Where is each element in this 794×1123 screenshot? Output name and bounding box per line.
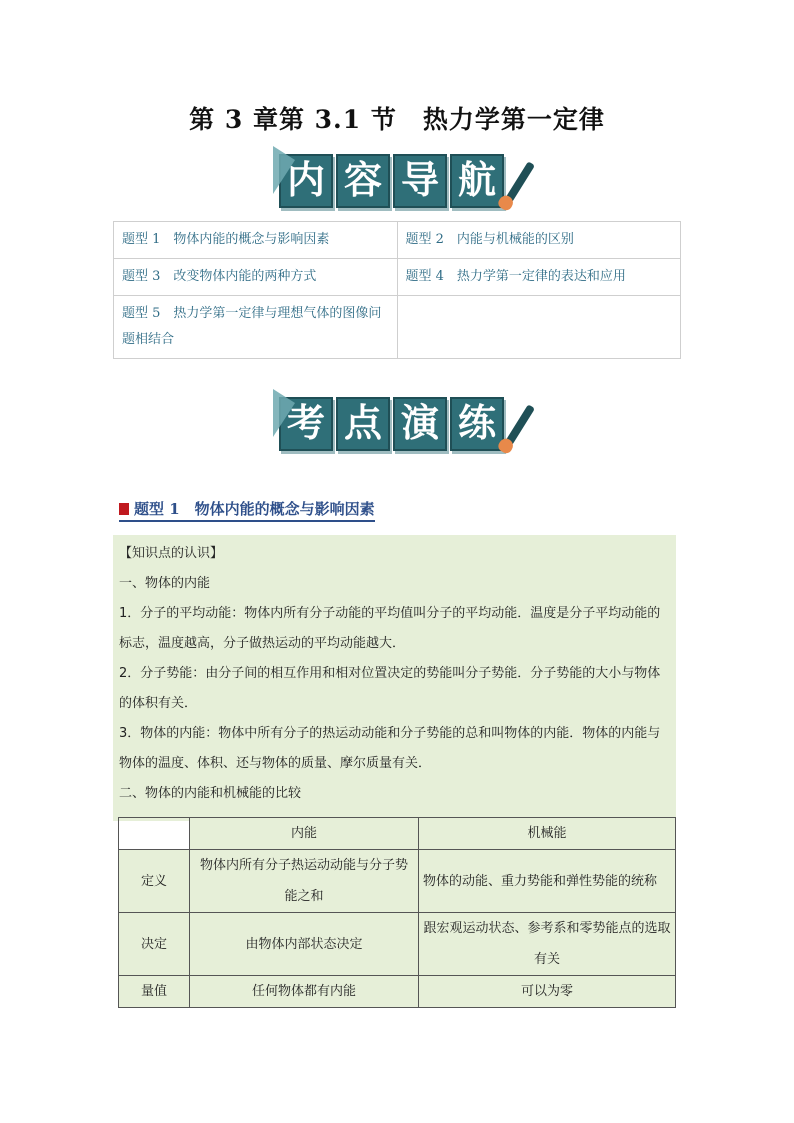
nav-item[interactable]: 题型 1 物体内能的概念与影响因素 bbox=[114, 222, 398, 259]
table-cell: 可以为零 bbox=[419, 976, 676, 1008]
flag-icon bbox=[273, 389, 295, 437]
table-header-cell: 机械能 bbox=[419, 818, 676, 850]
knowledge-line: 3．物体的内能：物体中所有分子的热运动动能和分子势能的总和叫物体的内能．物体的内能与物体的温度、体积、还与物体的质量、摩尔质量有关． bbox=[119, 726, 661, 771]
table-header-cell bbox=[119, 818, 190, 850]
practice-banner bbox=[279, 397, 504, 451]
table-cell: 任何物体都有内能 bbox=[190, 976, 419, 1008]
table-cell: 物体的动能、重力势能和弹性势能的统称 bbox=[419, 850, 676, 913]
nav-item[interactable]: 题型 2 内能与机械能的区别 bbox=[397, 222, 681, 259]
knowledge-line: 1．分子的平均动能：物体内所有分子动能的平均值叫分子的平均动能．温度是分子平均动能的标志，温度越高，分子做热运动的平均动能越大． bbox=[119, 606, 661, 651]
table-row-label: 决定 bbox=[119, 913, 190, 976]
banner-char: 内 bbox=[279, 154, 333, 208]
table-cell: 由物体内部状态决定 bbox=[190, 913, 419, 976]
banner-char: 练 bbox=[450, 397, 504, 451]
knowledge-heading: 【知识点的认识】 bbox=[119, 546, 224, 561]
red-square-icon bbox=[119, 503, 129, 515]
banner-char: 点 bbox=[336, 397, 390, 451]
banner-char: 考 bbox=[279, 397, 333, 451]
knowledge-line: 二、物体的内能和机械能的比较 bbox=[119, 786, 302, 801]
brush-icon bbox=[505, 404, 535, 446]
banner-char: 航 bbox=[450, 154, 504, 208]
nav-item[interactable]: 题型 3 改变物体内能的两种方式 bbox=[114, 259, 398, 296]
knowledge-line: 2．分子势能：由分子间的相互作用和相对位置决定的势能叫分子势能．分子势能的大小与物体的体积有关． bbox=[119, 666, 661, 711]
banner-char: 容 bbox=[336, 154, 390, 208]
table-cell: 物体内所有分子热运动动能与分子势能之和 bbox=[190, 850, 419, 913]
flag-icon bbox=[273, 146, 295, 194]
nav-banner bbox=[279, 154, 504, 208]
nav-item[interactable]: 题型 5 热力学第一定律与理想气体的图像问题相结合 bbox=[114, 296, 398, 359]
page-title: 第 3 章第 3.1 节 热力学第一定律 bbox=[189, 105, 605, 134]
brush-icon bbox=[505, 161, 535, 203]
section-heading-text: 题型 1 物体内能的概念与影响因素 bbox=[134, 500, 375, 518]
section-heading bbox=[119, 498, 375, 522]
banner-char: 导 bbox=[393, 154, 447, 208]
nav-item[interactable]: 题型 4 热力学第一定律的表达和应用 bbox=[397, 259, 681, 296]
table-cell: 跟宏观运动状态、参考系和零势能点的选取有关 bbox=[419, 913, 676, 976]
table-header-cell: 内能 bbox=[190, 818, 419, 850]
table-row-label: 定义 bbox=[119, 850, 190, 913]
banner-char: 演 bbox=[393, 397, 447, 451]
nav-item-empty bbox=[397, 296, 681, 359]
table-row-label: 量值 bbox=[119, 976, 190, 1008]
comparison-table bbox=[118, 817, 676, 1008]
knowledge-line: 一、物体的内能 bbox=[119, 576, 211, 591]
nav-table bbox=[113, 221, 681, 359]
knowledge-box bbox=[113, 535, 676, 821]
